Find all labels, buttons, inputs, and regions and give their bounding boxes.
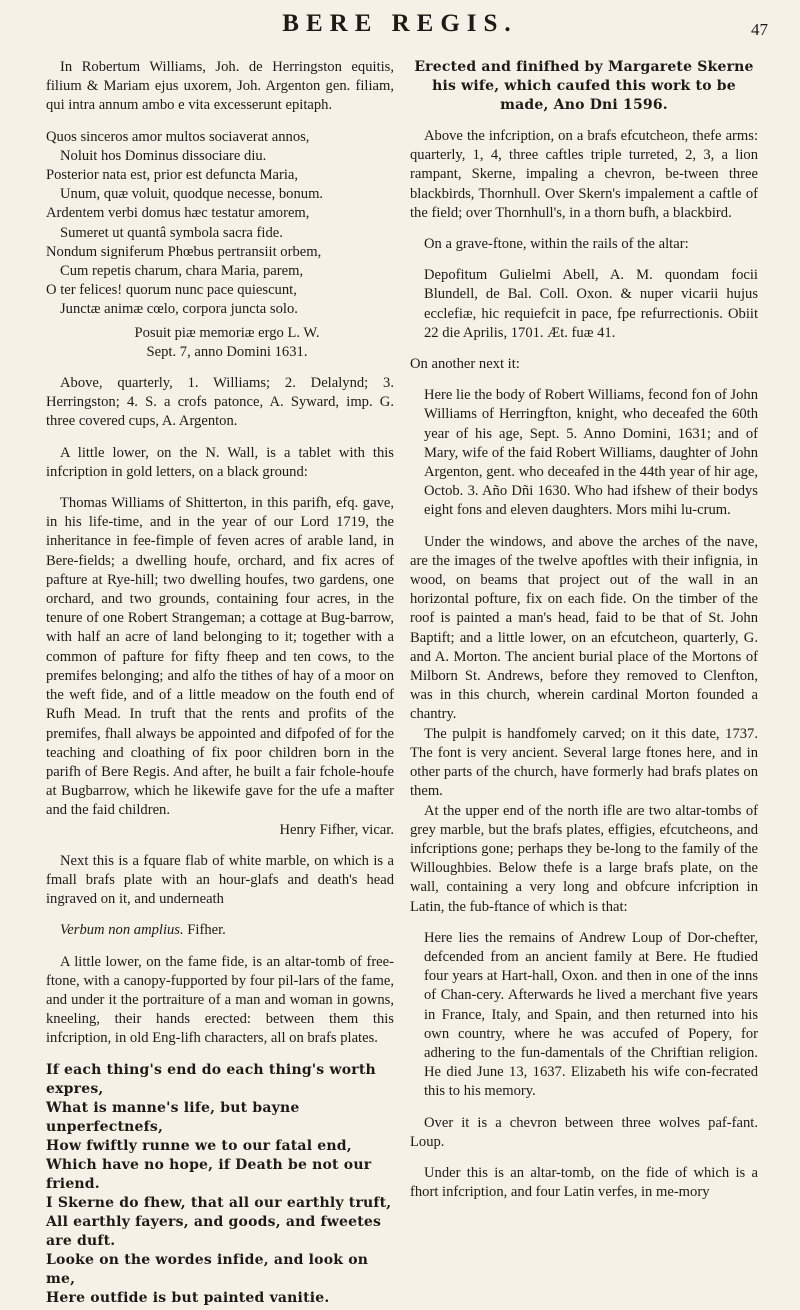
gravestone-paragraph: On a grave-ftone, within the rails of the altar: — [424, 236, 689, 253]
altar-tomb-paragraph: A little lower, on the fame fide, is an altar-tomb of free-ftone, with a canopy-fupported by four pil-lars of the fame, and under it the portraiture of a man and woman in gowns, kneeling, their hands erected: between them this infcription, in old Eng-lifh characters, all on brafs plates. — [46, 953, 394, 1047]
another-intro: On another next it: — [410, 356, 520, 373]
north-isle-paragraph: At the upper end of the north ifle are two altar-tombs of grey marble, but the brafs plates, effigies, efcutcheons, and infcriptions gone; perhaps they be-long to the family of the Willoughbies. Below thefe is a large brafs plate, on the wall, containing a very long and obfcure infcription in Latin, the fub-ftance of which is that: — [410, 802, 758, 915]
black-letter-line: What is manne's life, but bayne unperfectnefs, — [46, 1099, 300, 1135]
tablet-paragraph: A little lower, on the N. Wall, is a tablet with this infcription in gold letters, on a black ground: — [46, 444, 394, 480]
verse-line: Quos sinceros amor multos sociaverat annos, — [46, 128, 310, 145]
verse-line: Sept. 7, anno Domini 1631. — [146, 343, 308, 360]
black-letter-verse — [46, 1061, 394, 1308]
running-head: BERE REGIS. — [282, 10, 518, 37]
verse-line: Sumeret ut quantâ symbola sacra fide. — [60, 224, 283, 241]
right-column — [410, 58, 758, 1214]
verse-line: Posuit piæ memoriæ ergo L. W. — [134, 324, 320, 341]
williams-inscription: Here lie the body of Robert Williams, fecond fon of John Williams of Herringfton, knight, who deceafed the 60th year of his age, Sept. 5. Anno Domini, 1631; and of Mary, wife of the faid Robert Williams, daughter of John Argenton, gent. who deceafed in the 44th year of hir age, Octob. 3. Año Dñi 1630. Who had ifshew of their bodys eight fons and eleven daughters. Mors mihi lu-crum. — [424, 387, 758, 519]
brass-motto-signature: Fifher. — [187, 922, 226, 939]
left-column — [46, 58, 394, 1308]
verse-line: Unum, quæ voluit, quodque necesse, bonum. — [60, 186, 324, 203]
epitaph-title: In Robertum Williams, Joh. de Herringston equitis, filium & Mariam ejus uxorem, Joh. Argenton gen. filiam, qui intra annum ambo e vita excesserunt epitaph. — [46, 59, 394, 114]
pulpit-paragraph: The pulpit is handfomely carved; on it this date, 1737. The font is very ancient. Several large ftones here, and in other parts of the church, have formerly had brafs plates on them. — [410, 725, 758, 800]
verse-line: Cum repetis charum, chara Maria, parem, — [60, 263, 304, 280]
chevron-paragraph: Over it is a chevron between three wolves paf-fant. Loup. — [410, 1114, 758, 1150]
verse-line: Junctæ animæ cœlo, corpora juncta solo. — [60, 301, 298, 318]
latin-epitaph-verse — [46, 128, 394, 362]
black-letter-line: All earthly fayers, and goods, and fweetes are duft. — [46, 1213, 382, 1249]
verse-line: Posterior nata est, prior est defuncta Maria, — [46, 167, 299, 184]
abell-inscription: Depofitum Gulielmi Abell, A. M. quondam focii Blundell, de Bal. Coll. Oxon. & nuper vicarii hujus ecclefiæ, hic requiefcit in pace, fpe refurrectionis. Obiit 22 die Aprilis, 1701. Æt. fuæ 41. — [424, 267, 758, 341]
black-letter-line: How fwiftly runne we to our fatal end, — [46, 1137, 352, 1154]
verse-line: Noluit hos Dominus dissociare diu. — [60, 147, 267, 164]
verse-line: O ter felices! quorum nunc pace quiescunt, — [46, 282, 297, 299]
verse-line: Nondum signiferum Phœbus pertransiit orbem, — [46, 243, 322, 260]
loup-inscription: Here lies the remains of Andrew Loup of Dor-chefter, defcended from an ancient family at Bere. He ftudied four years at Hart-hall, Oxon. and then in one of the inns of Chan-cery. Afterwards he lived a merchant five years in France, Italy, and Spain, and then returned into his own country, where he was accufed of Popery, for adhering to the fun-damentals of the Chriftian religion. He died June 13, 1637. Elizabeth his wife con-fecrated this to his memory. — [424, 929, 758, 1100]
altar-tomb-verses-paragraph: Under this is an altar-tomb, on the fide of which is a fhort infcription, and four Latin verfes, in me-mory — [410, 1164, 758, 1201]
black-letter-line: Here outfide is but painted vanitie. — [46, 1289, 330, 1306]
black-letter-line: Which have no hope, if Death be not our friend. — [46, 1156, 372, 1192]
black-letter-line: I Skerne do fhew, that all our earthly truft, — [46, 1194, 392, 1211]
marble-slab-paragraph: Next this is a fquare flab of white marble, on which is a fmall brafs plate with an hour-glafs and death's head ingraved on it, and underneath — [46, 852, 394, 908]
black-letter-heading: Erected and finifhed by Margarete Skerne his wife, which caufed this work to be made, Ano Dni 1596. — [414, 59, 754, 113]
brass-motto: Verbum non amplius. — [60, 922, 184, 939]
williams-charity-inscription: Thomas Williams of Shitterton, in this parifh, efq. gave, in his life-time, and in the year of our Lord 1719, the inheritance in fee-fimple of feven acres of arable land, in Bere-fields; a dwelling houfe, orchard, and fix acres of pafture at Rye-hill; two dwelling houfes, two gardens, one orchard, and two grounds, containing four acres, in the tenure of one Robert Strangeman; a cottage at Bug-barrow, with half an acre of land belonging to it; together with a common of pafture for fifty fheep and ten cows, to the premifes belonging; and alfo the tithes of hay of a moor on the weft fide, and of a little meadow on the fouth end of Rufh Mead. In truft that the rents and profits of the premifes, fhall always be appointed and difpofed of for the teaching and cloathing of fix poor children born in the parifh of Bere Regis. And after, he built a fair fchole-houfe at Bugbarrow, which he likewife gave for the ufe a mafter and the faid children. — [46, 495, 394, 819]
escutcheon-paragraph: Above the infcription, on a brafs efcutcheon, thefe arms: quarterly, 1, 4, three caftles triple turreted, 2, 3, a lion rampant, Skerne, impaling a chevron, be-tween three blackbirds, Thornhull. Over Skern's impalement a caftle of the field; over Thornhull's, in a thorn bufh, a blackbird. — [410, 128, 758, 221]
black-letter-line: Looke on the wordes infide, and look on me, — [46, 1251, 369, 1287]
black-letter-line: If each thing's end do each thing's worth expres, — [46, 1061, 376, 1097]
nave-paragraph: Under the windows, and above the arches of the nave, are the images of the twelve apoftles with their infignia, in wood, on beams that project out of the wall in an horizontal pofture, fix on each fide. On the timber of the roof is painted a man's head, faid to be that of St. John Baptift; and a little lower, on an efcutcheon, quarterly, G. and A. Morton. The ancient burial place of the Mortons of Milborn St. Andrews, before they removed to Clenfton, was in this church, wherein cardinal Morton founded a chantry. — [410, 533, 758, 723]
arms-paragraph: Above, quarterly, 1. Williams; 2. Delalynd; 3. Herringston; 4. S. a crofs patonce, A. Syward, imp. G. three covered cups, A. Argenton. — [46, 375, 394, 430]
page-number: 47 — [751, 20, 768, 39]
inscription-signature: Henry Fifher, vicar. — [279, 821, 394, 838]
page-header — [0, 6, 800, 42]
brass-motto-line — [46, 921, 394, 940]
verse-line: Ardentem verbi domus hæc testatur amorem, — [46, 205, 310, 222]
